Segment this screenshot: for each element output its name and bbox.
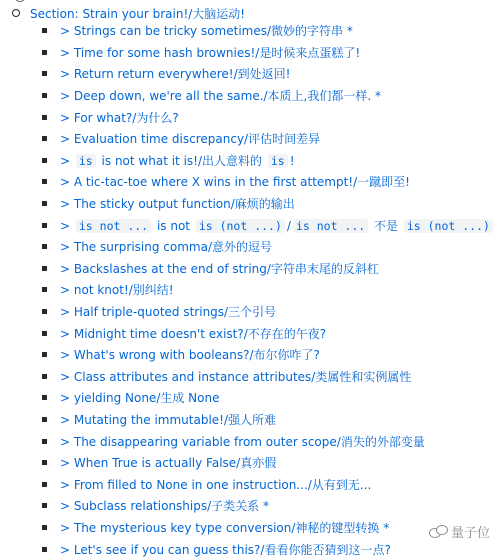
link-text: > bbox=[60, 218, 74, 233]
link-text: > Return return everywhere!/到处返回! bbox=[60, 67, 291, 82]
list-item bbox=[42, 322, 495, 344]
square-bullet-icon bbox=[42, 374, 47, 379]
link-text: > Midnight time doesn't exist?/不存在的午夜? bbox=[60, 326, 327, 341]
list-item bbox=[42, 430, 495, 452]
list-item bbox=[42, 214, 495, 236]
square-bullet-icon bbox=[42, 460, 47, 465]
list-item bbox=[42, 387, 495, 409]
link-text: > Strings can be tricky sometimes/微妙的字符串 * bbox=[60, 24, 353, 39]
square-bullet-icon bbox=[42, 71, 47, 76]
toc-link[interactable] bbox=[60, 541, 391, 558]
link-text: > Mutating the immutable!/强人所难 bbox=[60, 412, 277, 427]
toc-link[interactable] bbox=[60, 238, 272, 255]
toc-link[interactable] bbox=[60, 173, 410, 190]
link-text: > Evaluation time discrepancy/评估时间差异 bbox=[60, 132, 321, 147]
square-bullet-icon bbox=[42, 28, 47, 33]
toc-link[interactable] bbox=[60, 87, 381, 104]
list-item bbox=[42, 236, 495, 258]
toc-link[interactable] bbox=[60, 497, 269, 514]
square-bullet-icon bbox=[42, 439, 47, 444]
square-bullet-icon bbox=[42, 309, 47, 314]
toc-link[interactable] bbox=[60, 411, 276, 428]
section-link[interactable]: Section: Strain your brain!/大脑运动! bbox=[30, 6, 246, 21]
hollow-bullet-icon bbox=[12, 9, 20, 17]
link-text: is not bbox=[153, 218, 194, 233]
toc-link[interactable] bbox=[60, 368, 411, 385]
link-text: > bbox=[60, 153, 74, 168]
link-text: > Backslashes at the end of string/字符串末尾的反斜杠 bbox=[60, 261, 379, 276]
inline-code: is not ... bbox=[293, 219, 368, 233]
link-text: ! bbox=[289, 153, 295, 168]
square-bullet-icon bbox=[42, 158, 47, 163]
square-bullet-icon bbox=[42, 136, 47, 141]
watermark bbox=[426, 521, 493, 542]
toc-link[interactable] bbox=[60, 476, 371, 493]
toc-link[interactable] bbox=[60, 152, 295, 169]
square-bullet-icon bbox=[42, 201, 47, 206]
link-text: > Time for some hash brownies!/是时候来点蛋糕了! bbox=[60, 45, 361, 60]
link-text: > The sticky output function/麻烦的输出 bbox=[60, 197, 295, 212]
toc-link[interactable] bbox=[60, 325, 326, 342]
toc-link[interactable] bbox=[60, 281, 174, 298]
link-text: > Half triple-quoted strings/三个引号 bbox=[60, 305, 277, 320]
toc-link[interactable] bbox=[60, 130, 320, 147]
square-bullet-icon bbox=[42, 266, 47, 271]
link-text: > What's wrong with booleans?/布尔你咋了? bbox=[60, 348, 320, 363]
list-item bbox=[42, 171, 495, 193]
link-text: > not knot!/别纠结! bbox=[60, 283, 174, 298]
square-bullet-icon bbox=[42, 417, 47, 422]
list-item bbox=[42, 128, 495, 150]
list-item bbox=[42, 301, 495, 323]
square-bullet-icon bbox=[42, 179, 47, 184]
toc-link[interactable] bbox=[60, 260, 379, 277]
square-bullet-icon bbox=[42, 331, 47, 336]
list-item bbox=[42, 106, 495, 128]
toc-link[interactable] bbox=[60, 65, 290, 82]
link-text: > The disappearing variable from outer scope/消失的外部变量 bbox=[60, 434, 425, 449]
toc-link[interactable] bbox=[60, 217, 495, 234]
toc-link[interactable] bbox=[60, 22, 353, 39]
previous-list-bullet-fragment bbox=[14, 0, 26, 2]
square-bullet-icon bbox=[42, 244, 47, 249]
inline-code: is bbox=[268, 154, 288, 168]
link-text: > Deep down, we're all the same./本质上,我们都一样. * bbox=[60, 89, 382, 104]
square-bullet-icon bbox=[42, 547, 47, 552]
square-bullet-icon bbox=[42, 115, 47, 120]
list-item bbox=[42, 63, 495, 85]
square-bullet-icon bbox=[42, 352, 47, 357]
link-text: > The surprising comma/意外的逗号 bbox=[60, 240, 273, 255]
link-text: > yielding None/生成 None bbox=[60, 391, 220, 406]
list-item bbox=[42, 258, 495, 280]
list-item bbox=[42, 193, 495, 215]
toc-link[interactable] bbox=[60, 109, 179, 126]
link-text: > The mysterious key type conversion/神秘的键型转换 * bbox=[60, 520, 390, 535]
toc-link[interactable] bbox=[60, 454, 276, 471]
link-text: > Subclass relationships/子类关系 * bbox=[60, 499, 269, 514]
link-text: > Let's see if you can guess this?/看看你能否猜到这一点? bbox=[60, 542, 391, 557]
toc-link[interactable] bbox=[60, 519, 389, 536]
list-item bbox=[42, 42, 495, 64]
link-text: > A tic-tac-toe where X wins in the first attempt!/一蹴即至! bbox=[60, 175, 410, 190]
list-item bbox=[42, 366, 495, 388]
toc-link[interactable] bbox=[60, 195, 295, 212]
link-text: > From filled to None in one instruction.../从有到无... bbox=[60, 477, 372, 492]
list-item bbox=[42, 279, 495, 301]
watermark-text: 量子位 bbox=[450, 526, 490, 541]
square-bullet-icon bbox=[42, 287, 47, 292]
square-bullet-icon bbox=[42, 395, 47, 400]
link-text: 不是 bbox=[370, 218, 402, 233]
toc-link[interactable] bbox=[60, 346, 320, 363]
list-item bbox=[42, 473, 495, 495]
square-bullet-icon bbox=[42, 50, 47, 55]
list-item bbox=[42, 452, 495, 474]
link-text: is not what it is!/出人意料的 bbox=[97, 153, 266, 168]
square-bullet-icon bbox=[42, 525, 47, 530]
list-item bbox=[42, 495, 495, 517]
inline-code: is not ... bbox=[76, 219, 151, 233]
inline-code: is (not ...) bbox=[196, 219, 285, 233]
toc-link[interactable] bbox=[60, 433, 425, 450]
toc-link[interactable] bbox=[60, 389, 219, 406]
list-item bbox=[42, 85, 495, 107]
inline-code: is bbox=[76, 154, 96, 168]
list-item bbox=[42, 409, 495, 431]
square-bullet-icon bbox=[42, 223, 47, 228]
list-item bbox=[42, 344, 495, 366]
link-text: > For what?/为什么? bbox=[60, 110, 179, 125]
chat-bubbles-icon bbox=[429, 525, 447, 539]
toc-link[interactable] bbox=[60, 44, 360, 61]
link-text: > Class attributes and instance attributes/类属性和实例属性 bbox=[60, 369, 412, 384]
toc-sub-list bbox=[42, 20, 495, 560]
square-bullet-icon bbox=[42, 482, 47, 487]
inline-code: is (not ...) bbox=[404, 219, 493, 233]
link-text: / bbox=[286, 218, 291, 233]
link-text: > When True is actually False/真亦假 bbox=[60, 456, 277, 471]
list-item bbox=[42, 20, 495, 42]
square-bullet-icon bbox=[42, 503, 47, 508]
list-item bbox=[42, 150, 495, 172]
square-bullet-icon bbox=[42, 93, 47, 98]
toc-link[interactable] bbox=[60, 303, 276, 320]
